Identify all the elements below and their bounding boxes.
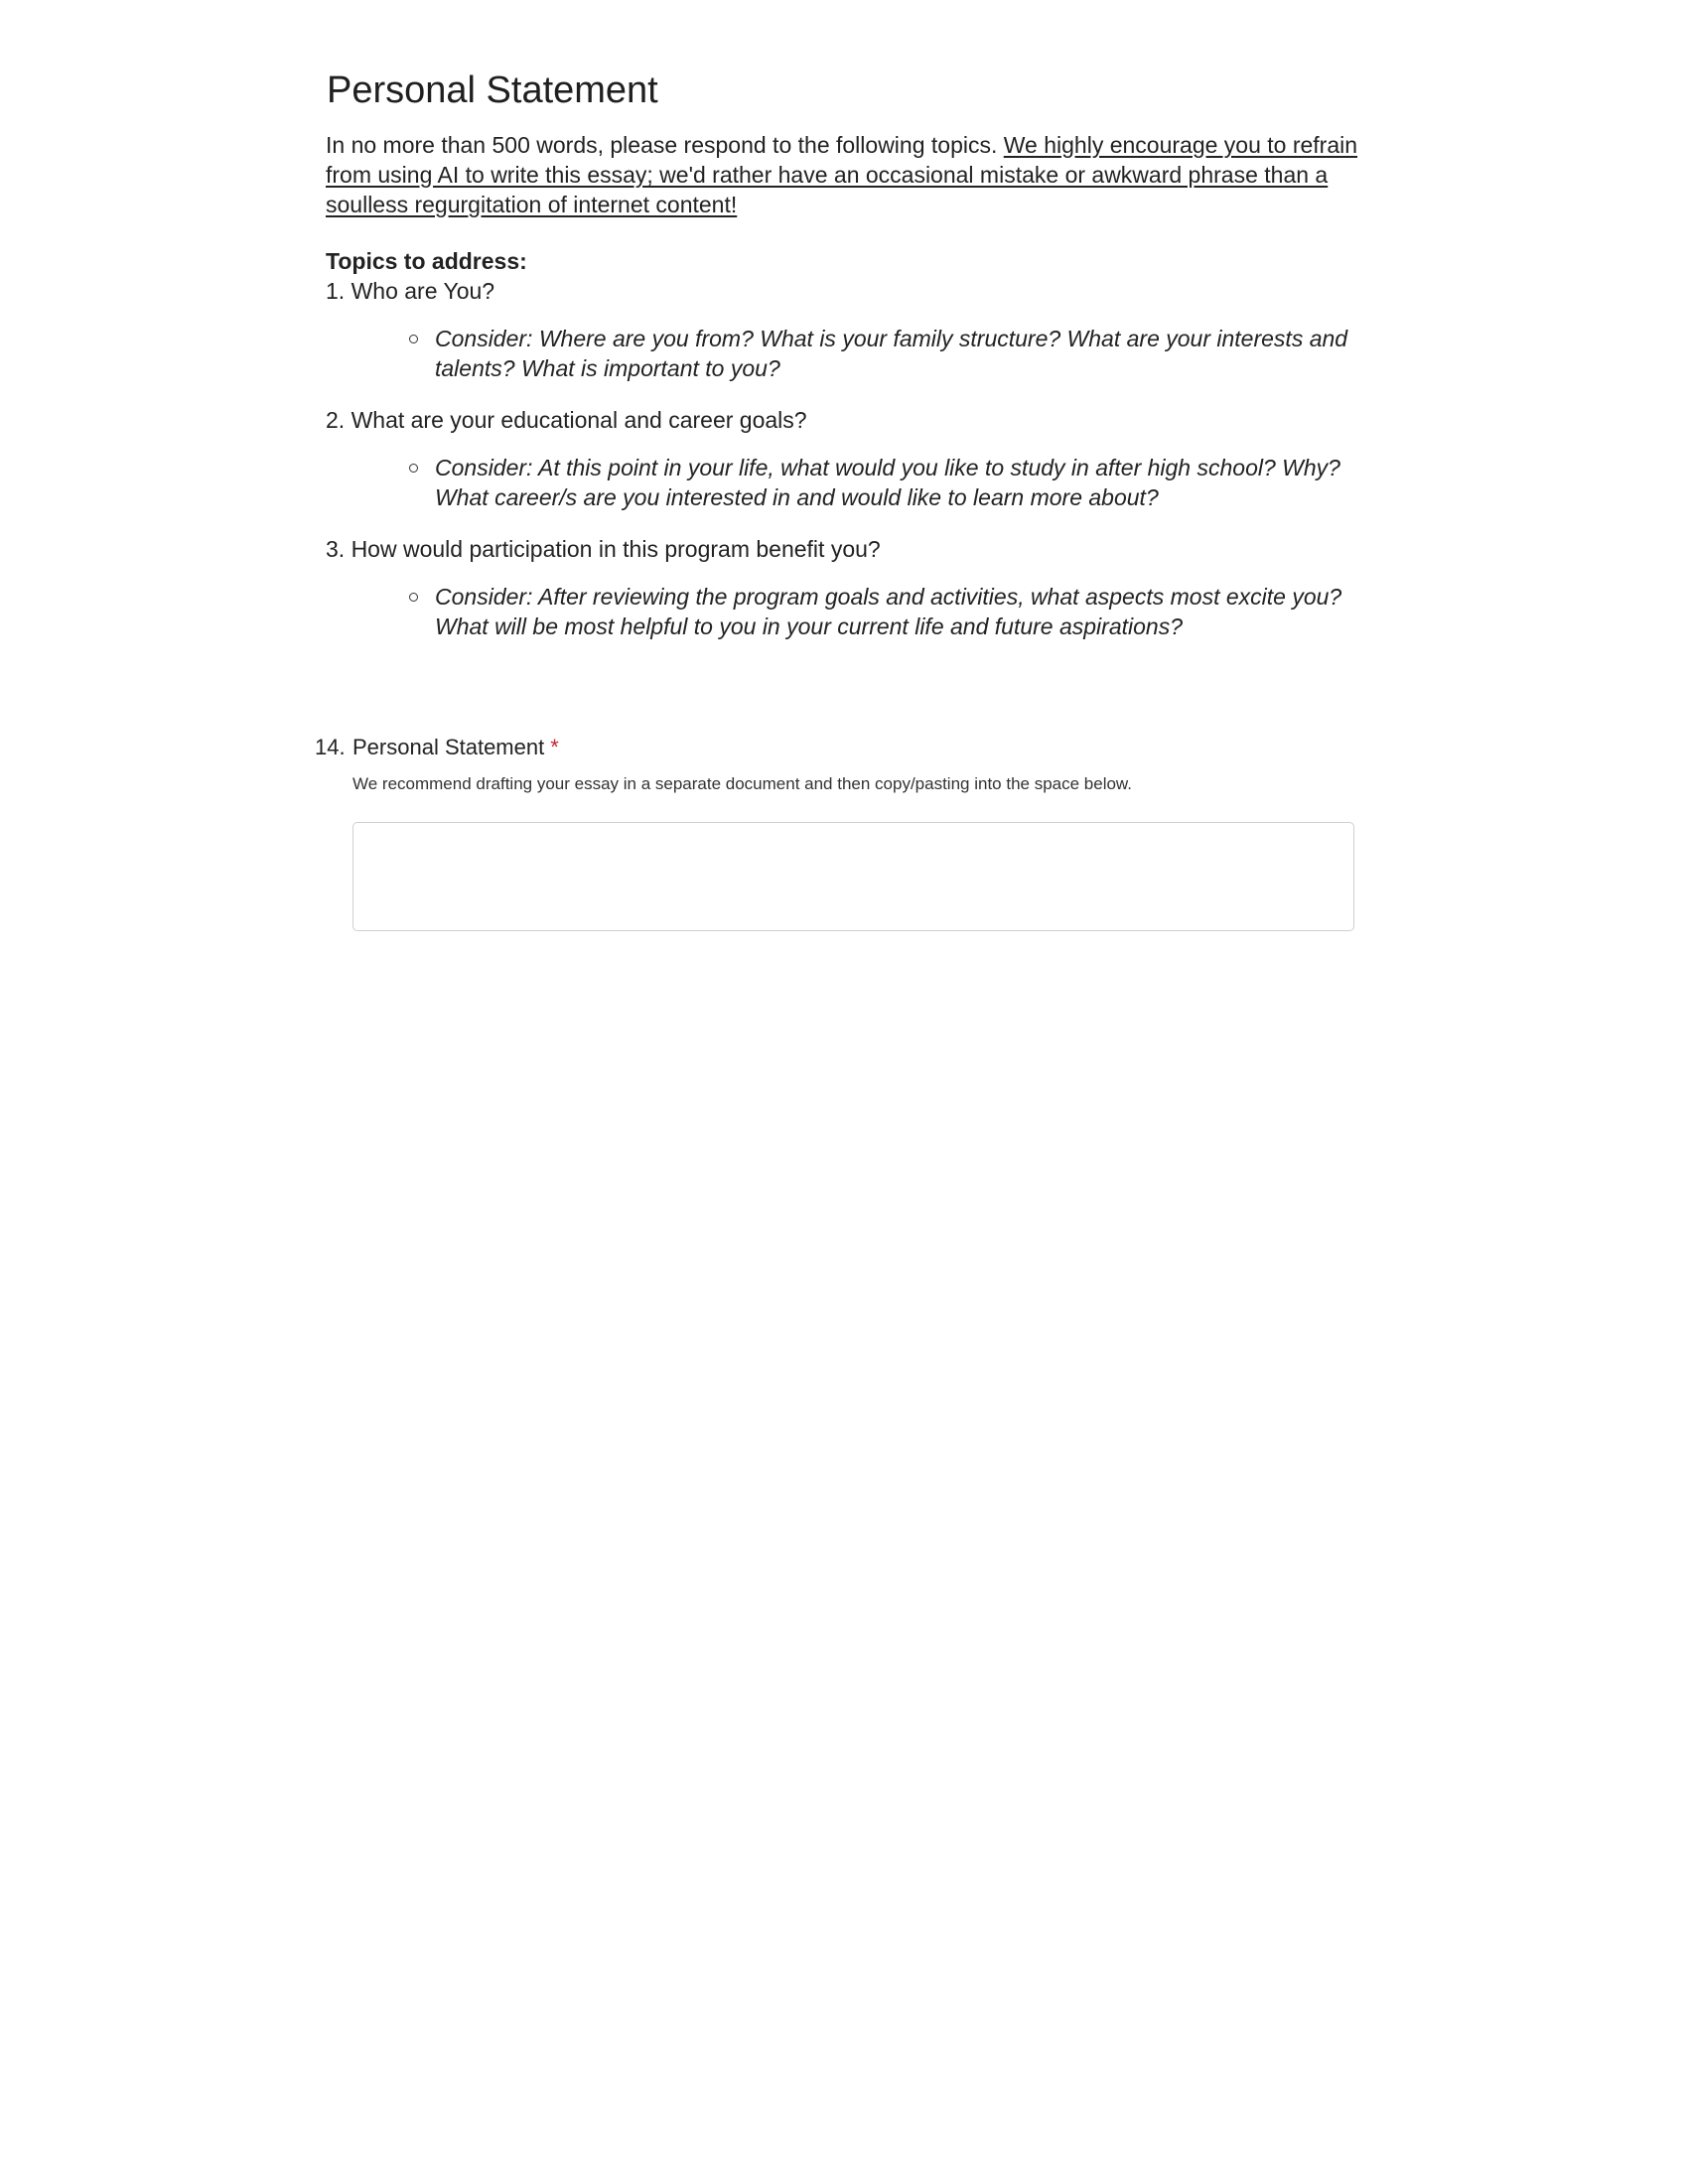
topics-heading: Topics to address: — [326, 248, 527, 274]
topic-3-consider: Consider: After reviewing the program goals and activities, what aspects most excite you? What will be most helpful to you in your current life and future aspirations? — [435, 584, 1342, 639]
question-description: We recommend drafting your essay in a separate document and then copy/pasting into the space below. — [352, 774, 1132, 793]
topic-2-consider: Consider: At this point in your life, what would you like to study in after high school? Why? What career/s are you interested in and would like to learn more about? — [435, 455, 1340, 510]
question-title — [352, 735, 559, 760]
personal-statement-input[interactable] — [352, 822, 1354, 931]
question-number: 14. — [315, 735, 346, 759]
ai-notice-text: We highly encourage you to refrain from using AI to write this essay; we'd rather have an occasional mistake or awkward phrase than a soulless regurgitation of internet content! — [326, 132, 1358, 217]
question-title-text: Personal Statement — [352, 735, 545, 759]
topic-item-1: 1. Who are You? — [326, 278, 495, 304]
hollow-bullet-icon — [409, 464, 418, 473]
page-title: Personal Statement — [327, 69, 658, 111]
intro-paragraph — [326, 130, 1363, 219]
required-marker: * — [550, 735, 559, 759]
topic-item-2: 2. What are your educational and career goals? — [326, 407, 807, 433]
topic-item-3: 3. How would participation in this program benefit you? — [326, 536, 881, 562]
hollow-bullet-icon — [409, 335, 418, 343]
intro-text: In no more than 500 words, please respond to the following topics. — [326, 132, 1004, 158]
topic-1-consider: Consider: Where are you from? What is your family structure? What are your interests and talents? What is important to you? — [435, 326, 1348, 381]
hollow-bullet-icon — [409, 593, 418, 602]
